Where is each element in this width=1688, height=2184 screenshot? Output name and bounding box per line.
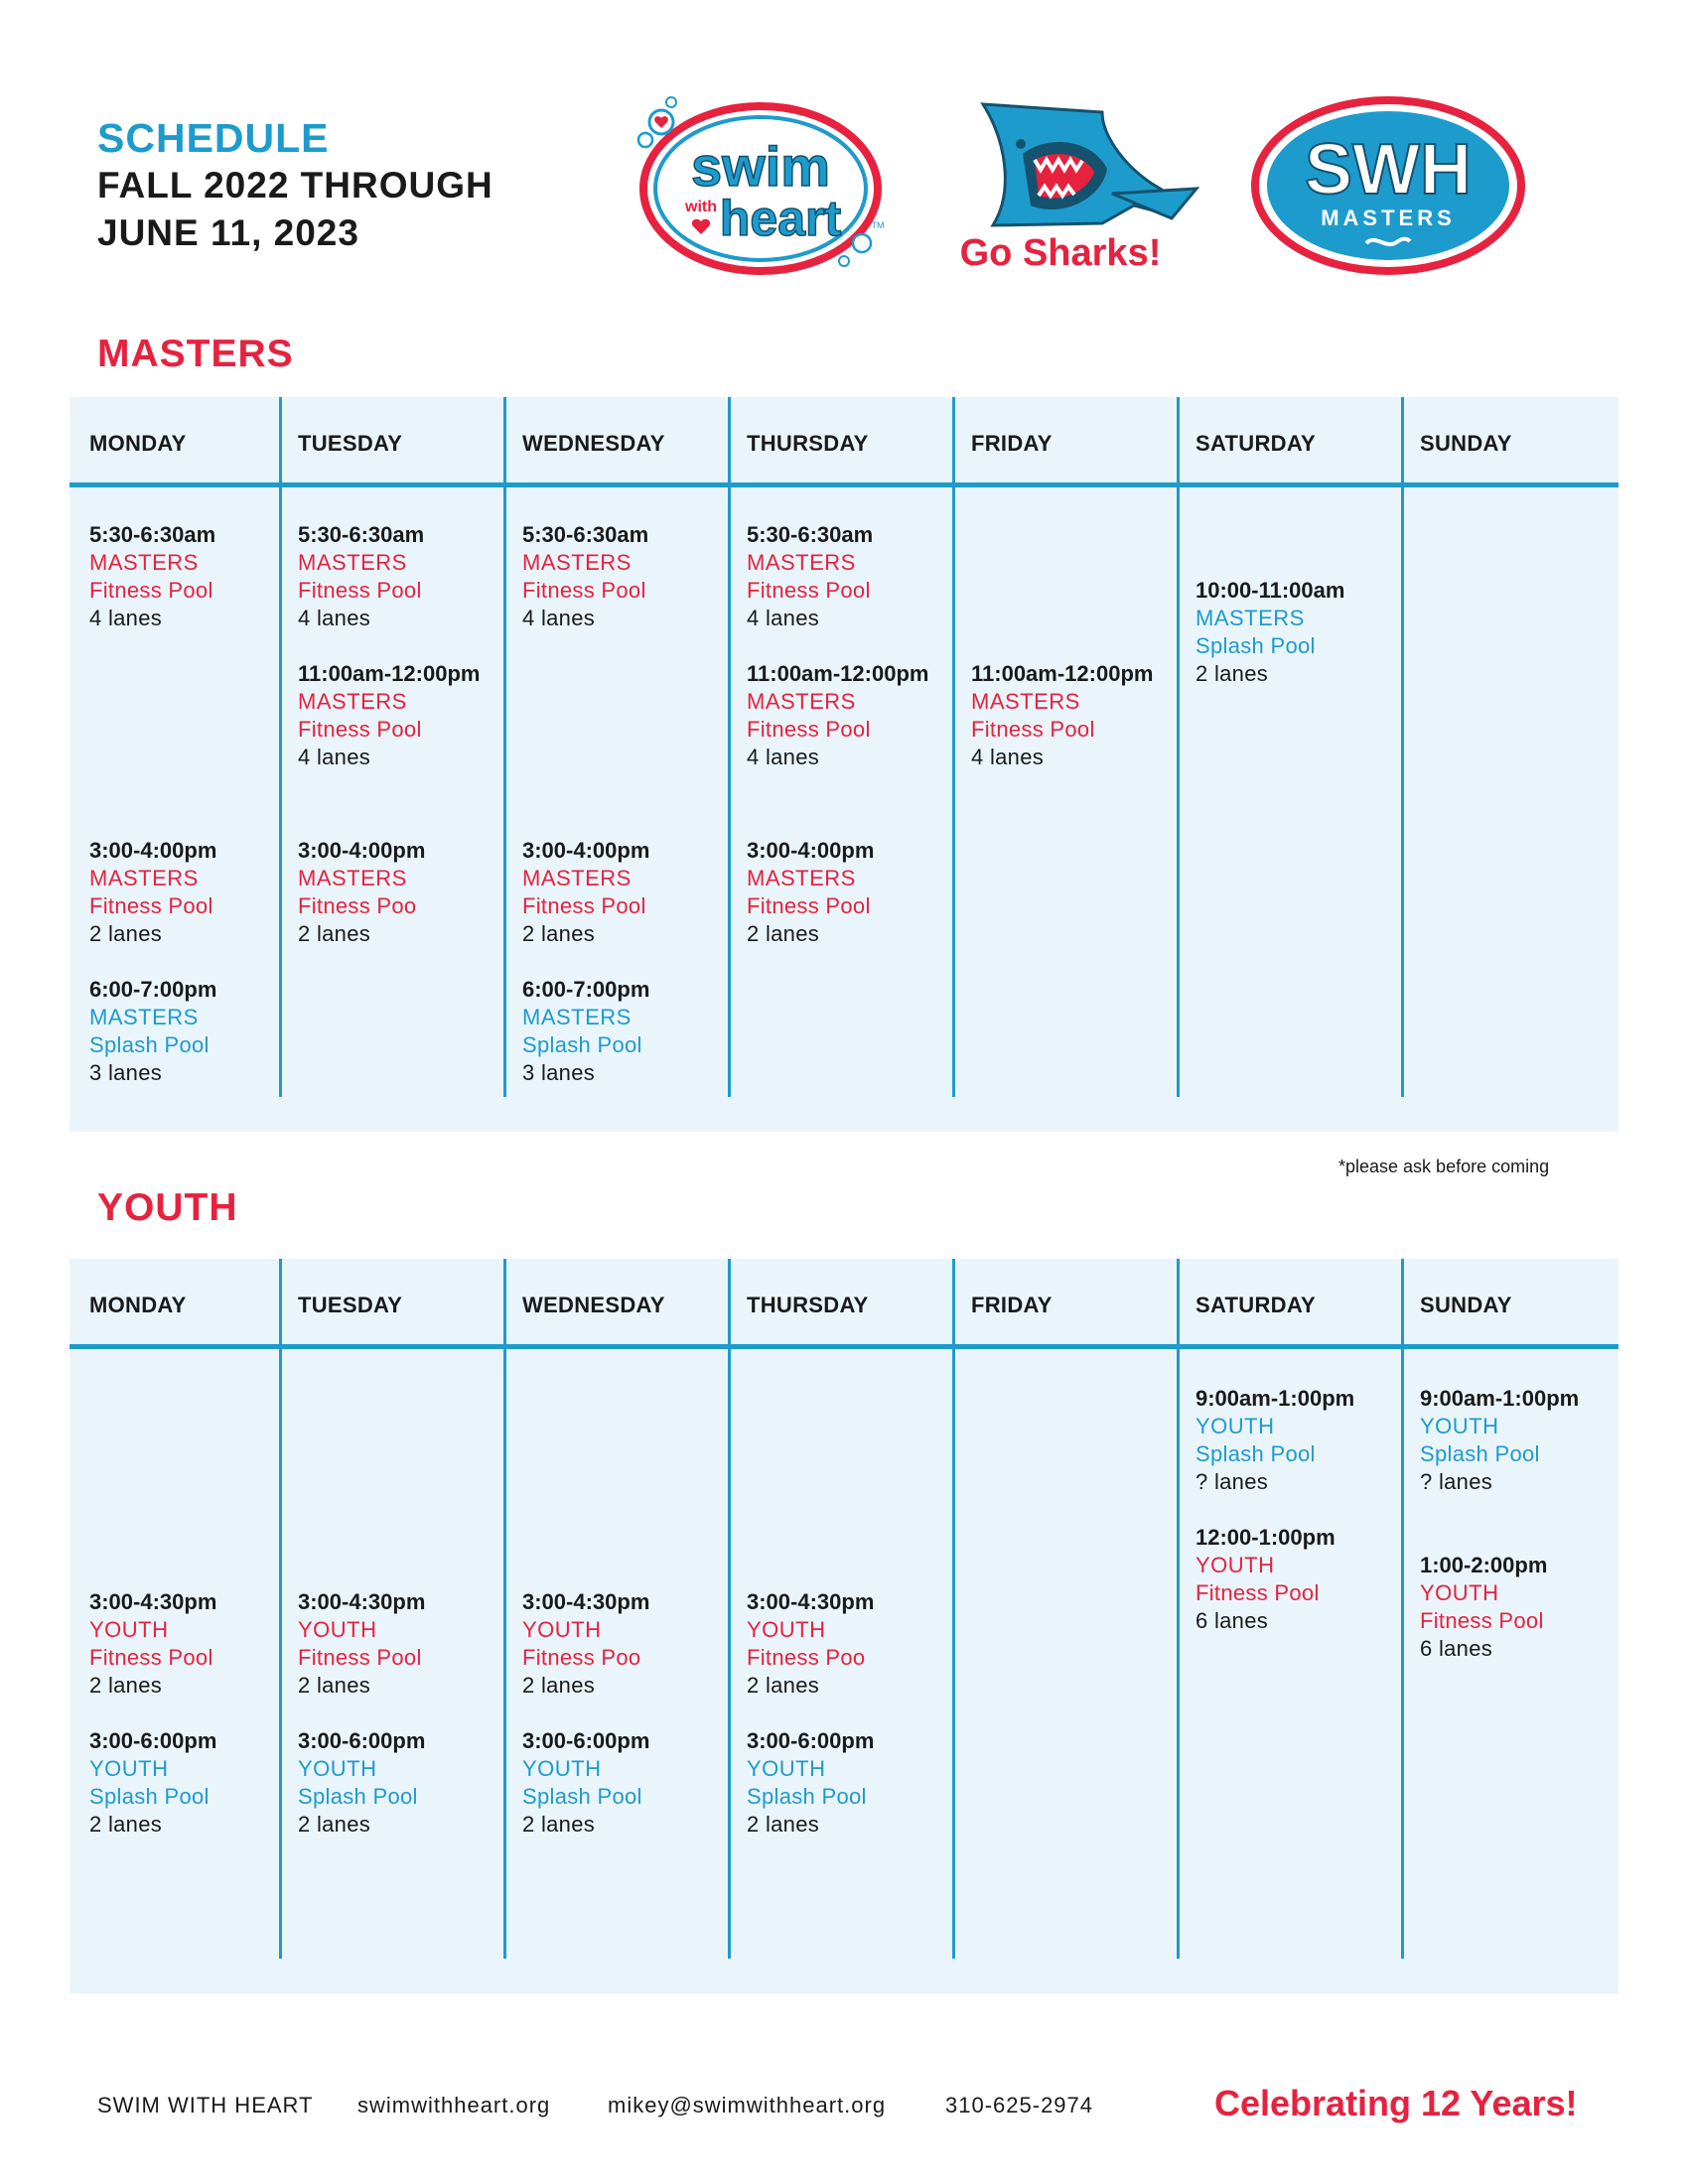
youth-header-rule [70,1344,1618,1349]
masters-session [298,660,480,771]
footer-org: SWIM WITH HEART [97,2093,314,2117]
session-lanes: 3 lanes [522,1060,596,1085]
youth-day-header-saturday: SATURDAY [1196,1293,1316,1317]
session-lanes: 3 lanes [89,1060,163,1085]
session-program: MASTERS [522,550,632,575]
session-lanes: 2 lanes [747,1673,820,1698]
youth-session [298,1727,425,1839]
session-pool: Fitness Pool [1196,1580,1320,1605]
session-pool: Fitness Pool [89,578,213,603]
masters-day-header-wednesday: WEDNESDAY [522,431,665,456]
masters-column-divider [1177,397,1180,1097]
masters-session [89,837,216,948]
session-lanes: 2 lanes [1196,661,1269,686]
masters-note: *please ask before coming [1338,1157,1550,1176]
session-lanes: 2 lanes [522,1673,596,1698]
youth-column-divider [503,1259,506,1959]
session-pool: Fitness Pool [298,578,422,603]
session-time: 5:30-6:30am [522,522,649,547]
session-pool: Fitness Pool [747,717,871,742]
session-time: 3:00-6:00pm [747,1728,875,1753]
session-lanes: 2 lanes [89,921,163,946]
session-pool: Fitness Pool [971,717,1095,742]
session-program: YOUTH [522,1756,602,1781]
youth-day-header-sunday: SUNDAY [1420,1293,1512,1317]
session-lanes: 2 lanes [298,1812,371,1837]
session-time: 6:00-7:00pm [89,977,217,1002]
session-lanes: 4 lanes [747,745,820,769]
logo-tm: TM [871,220,885,230]
session-program: YOUTH [89,1756,169,1781]
youth-session [1420,1552,1547,1663]
schedule-title: SCHEDULE [97,115,330,161]
session-program: YOUTH [1420,1414,1499,1438]
session-program: YOUTH [1196,1414,1275,1438]
session-program: MASTERS [89,550,199,575]
session-pool: Splash Pool [89,1784,210,1809]
session-program: MASTERS [298,866,407,890]
session-program: YOUTH [747,1756,826,1781]
masters-session [971,660,1153,771]
session-time: 3:00-4:00pm [89,838,217,863]
masters-column-divider [279,397,282,1097]
youth-session [298,1588,425,1700]
session-program: YOUTH [1196,1553,1275,1577]
youth-session [747,1588,874,1700]
session-time: 3:00-6:00pm [522,1728,650,1753]
session-time: 3:00-6:00pm [298,1728,426,1753]
session-program: MASTERS [522,1005,632,1029]
session-time: 6:00-7:00pm [522,977,650,1002]
session-time: 3:00-4:00pm [747,838,875,863]
session-lanes: 2 lanes [298,1673,371,1698]
youth-day-header-tuesday: TUESDAY [298,1293,403,1317]
masters-session [747,521,873,632]
masters-column-divider [728,397,731,1097]
masters-session [522,837,649,948]
session-program: MASTERS [89,1005,199,1029]
celebrating-years: Celebrating 12 Years! [1214,2083,1578,2123]
session-program: MASTERS [971,689,1080,714]
session-lanes: 2 lanes [89,1673,163,1698]
masters-session [747,660,928,771]
session-pool: Splash Pool [1196,633,1316,658]
masters-header-rule [70,482,1618,487]
logo-heart-text: heart [719,191,842,246]
session-program: MASTERS [298,550,407,575]
session-pool: Splash Pool [1196,1441,1316,1466]
masters-day-header-monday: MONDAY [89,431,187,456]
youth-day-header-thursday: THURSDAY [747,1293,869,1317]
session-pool: Fitness Pool [298,717,422,742]
masters-day-header-tuesday: TUESDAY [298,431,403,456]
session-time: 3:00-6:00pm [89,1728,217,1753]
footer-phone: 310-625-2974 [945,2093,1094,2117]
swh-masters-logo [1249,94,1527,278]
masters-day-header-thursday: THURSDAY [747,431,869,456]
youth-session [1196,1385,1354,1496]
masters-session [522,521,648,632]
youth-session [89,1588,216,1700]
session-program: MASTERS [747,550,856,575]
youth-column-divider [1177,1259,1180,1959]
youth-column-divider [279,1259,282,1959]
masters-session [747,837,874,948]
youth-session [89,1727,216,1839]
session-lanes: 4 lanes [298,606,371,630]
session-time: 11:00am-12:00pm [298,661,481,686]
masters-session [1196,577,1344,688]
swim-with-heart-logo [632,94,900,283]
footer-email-link[interactable]: mikey@swimwithheart.org [608,2093,887,2117]
masters-session [89,976,216,1087]
session-time: 3:00-4:30pm [522,1589,650,1614]
youth-column-divider [728,1259,731,1959]
youth-session [522,1727,649,1839]
session-pool: Splash Pool [522,1032,642,1057]
session-lanes: ? lanes [1420,1469,1493,1494]
session-pool: Fitness Pool [89,893,213,918]
session-pool: Fitness Pool [747,578,871,603]
session-pool: Fitness Pool [522,893,646,918]
session-time: 9:00am-1:00pm [1420,1386,1580,1411]
session-program: YOUTH [1420,1580,1499,1605]
youth-heading: YOUTH [97,1186,238,1229]
session-time: 1:00-2:00pm [1420,1553,1548,1577]
youth-session [522,1588,649,1700]
schedule-subtitle-line1: FALL 2022 THROUGH [97,165,493,205]
session-lanes: 2 lanes [522,921,596,946]
youth-column-divider [952,1259,955,1959]
masters-column-divider [952,397,955,1097]
youth-day-header-wednesday: WEDNESDAY [522,1293,665,1317]
session-time: 5:30-6:30am [747,522,874,547]
session-lanes: 2 lanes [747,1812,820,1837]
session-pool: Fitness Pool [298,1645,422,1670]
session-time: 11:00am-12:00pm [971,661,1154,686]
session-pool: Fitness Pool [1420,1608,1544,1633]
logo-swh-text: SWH [1305,130,1472,209]
session-pool: Fitness Pool [522,578,646,603]
schedule-subtitle-line2: JUNE 11, 2023 [97,212,359,253]
session-program: YOUTH [89,1617,169,1642]
footer-website-link[interactable]: swimwithheart.org [357,2093,551,2117]
session-program: MASTERS [522,866,632,890]
session-lanes: 2 lanes [747,921,820,946]
title-block [97,114,493,257]
session-lanes: 6 lanes [1196,1608,1269,1633]
go-sharks-caption: Go Sharks! [959,232,1162,274]
session-pool: Splash Pool [89,1032,210,1057]
logo-masters-text: MASTERS [1321,205,1456,230]
session-program: MASTERS [89,866,199,890]
session-program: MASTERS [1196,606,1305,630]
masters-column-divider [503,397,506,1097]
masters-session [89,521,215,632]
session-lanes: 4 lanes [747,606,820,630]
session-lanes: 4 lanes [298,745,371,769]
logo-swim-text: swim [690,135,831,198]
session-time: 3:00-4:30pm [747,1589,875,1614]
youth-day-header-friday: FRIDAY [971,1293,1053,1317]
session-lanes: 2 lanes [522,1812,596,1837]
masters-session [298,521,424,632]
masters-day-header-friday: FRIDAY [971,431,1053,456]
session-time: 3:00-4:00pm [298,838,426,863]
masters-session [522,976,649,1087]
session-lanes: 2 lanes [298,921,371,946]
session-lanes: 6 lanes [1420,1636,1493,1661]
session-time: 10:00-11:00am [1196,578,1345,603]
session-pool: Fitness Poo [522,1645,641,1670]
session-pool: Splash Pool [522,1784,642,1809]
session-program: MASTERS [747,866,856,890]
session-time: 3:00-4:00pm [522,838,650,863]
session-program: YOUTH [522,1617,602,1642]
masters-day-header-saturday: SATURDAY [1196,431,1316,456]
session-pool: Fitness Poo [747,1645,866,1670]
masters-schedule-table [70,397,1618,1132]
go-sharks-logo [953,94,1201,283]
session-pool: Splash Pool [1420,1441,1540,1466]
youth-day-header-monday: MONDAY [89,1293,187,1317]
session-time: 9:00am-1:00pm [1196,1386,1355,1411]
session-pool: Fitness Pool [747,893,871,918]
masters-day-header-sunday: SUNDAY [1420,431,1512,456]
session-time: 12:00-1:00pm [1196,1525,1336,1550]
session-time: 5:30-6:30am [89,522,216,547]
masters-session [298,837,425,948]
session-lanes: 2 lanes [89,1812,163,1837]
youth-session [1196,1524,1336,1635]
session-program: MASTERS [747,689,856,714]
session-lanes: 4 lanes [89,606,163,630]
youth-session [747,1727,874,1839]
session-time: 3:00-4:30pm [298,1589,426,1614]
session-pool: Fitness Poo [298,893,417,918]
youth-column-divider [1401,1259,1404,1959]
youth-session [1420,1385,1579,1496]
session-time: 5:30-6:30am [298,522,425,547]
session-lanes: ? lanes [1196,1469,1269,1494]
session-pool: Splash Pool [747,1784,867,1809]
session-lanes: 4 lanes [971,745,1045,769]
session-lanes: 4 lanes [522,606,596,630]
session-time: 11:00am-12:00pm [747,661,929,686]
youth-schedule-table [70,1259,1618,1993]
logo-with-text: with [685,199,717,215]
masters-heading: MASTERS [97,333,294,375]
session-program: YOUTH [298,1756,377,1781]
session-program: MASTERS [298,689,407,714]
session-pool: Fitness Pool [89,1645,213,1670]
session-program: YOUTH [747,1617,826,1642]
session-program: YOUTH [298,1617,377,1642]
session-pool: Splash Pool [298,1784,418,1809]
masters-column-divider [1401,397,1404,1097]
session-time: 3:00-4:30pm [89,1589,217,1614]
